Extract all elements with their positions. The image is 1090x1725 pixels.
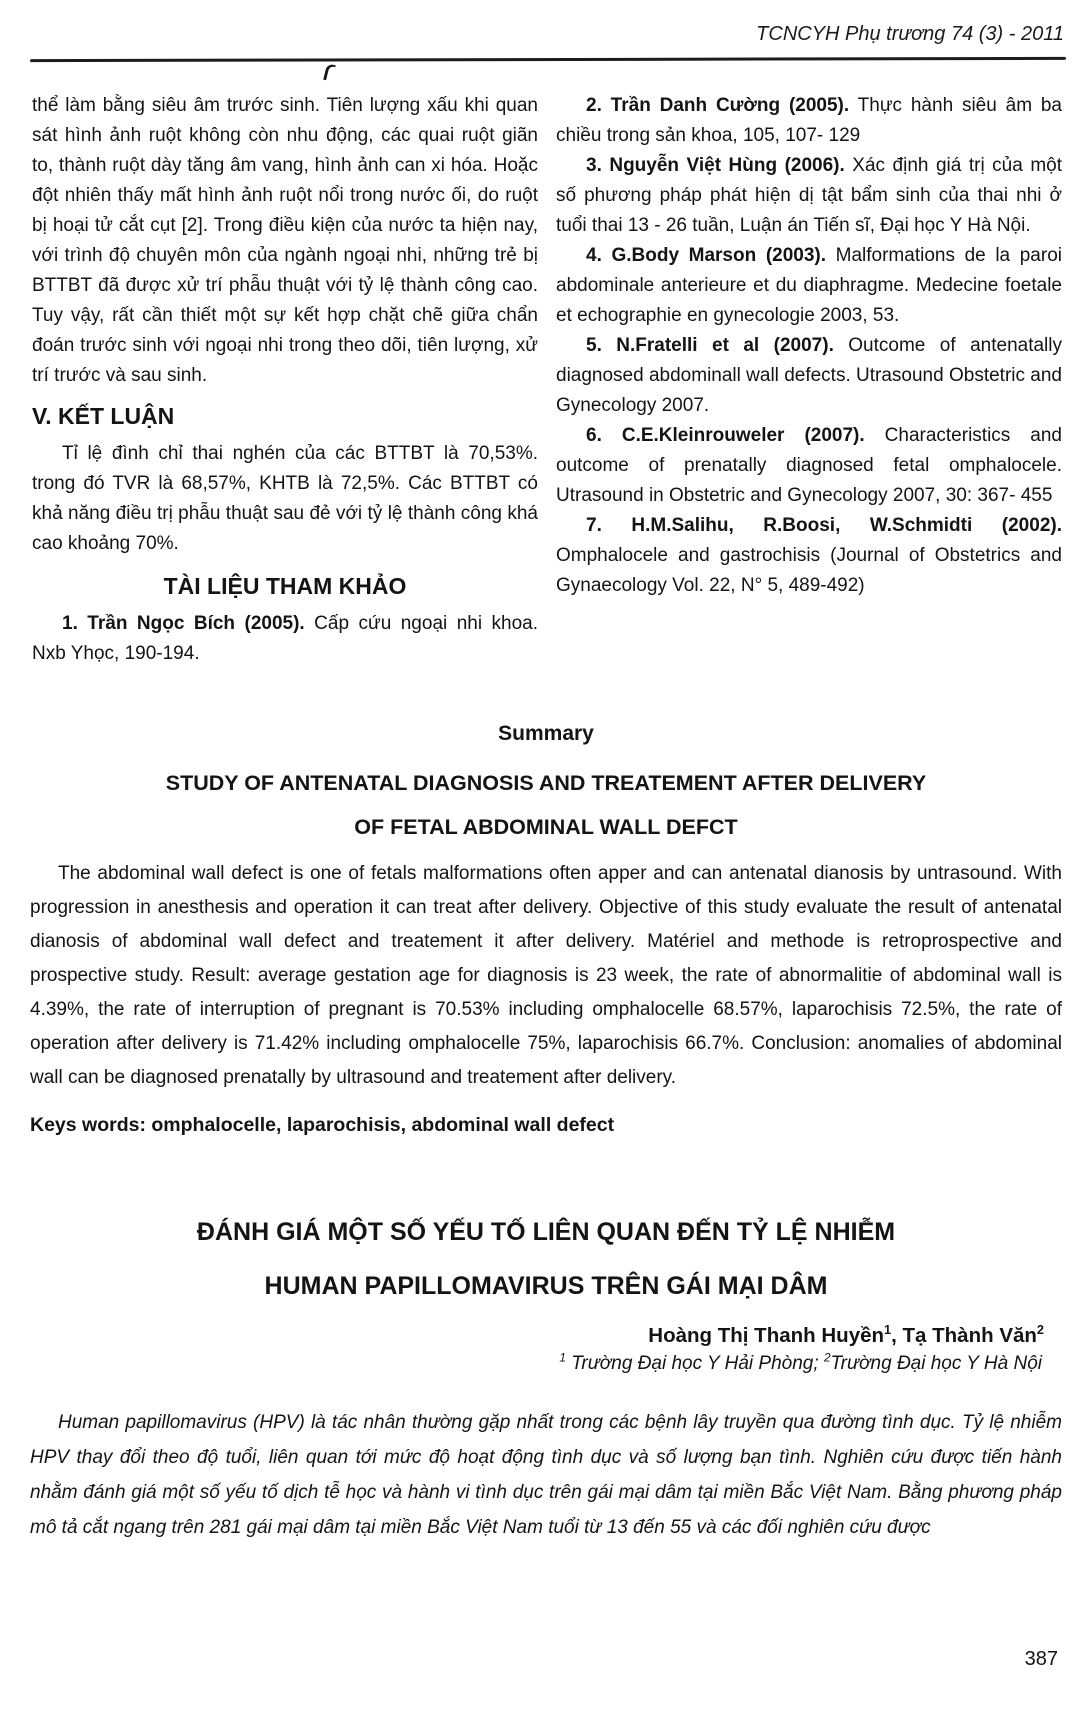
summary-title-line-2: OF FETAL ABDOMINAL WALL DEFCT xyxy=(354,815,738,839)
ink-smudge-mark xyxy=(323,63,336,82)
summary-body-paragraph: The abdominal wall defect is one of fetals malformations often apper and can antenatal dianosis by untrasound. With progression in anesthesis and operation it can treat after delivery. Objective of this study evaluate the result of antenatal dianosis of abdominal wall defect and treatement it after delivery. Matériel and methode is retroprospective and prospective study. Result: average gestation age for diagnosis is 23 week, the rate of abnormalitie of abdominal wall is 4.39%, the rate of interruption of pregnant is 70.53% including omphalocelle 68.57%, laparochisis 72.5%, the rate of operation after delivery is 71.42% including omphalocelle 75%, laparochisis 66.7%. Conclusion: anomalies of abdominal wall can be diagnosed prenatally by ultrasound and treatement after delivery. xyxy=(30,863,1062,1088)
reference-text: Omphalocele and gastrochisis (Journal of Obstetrics and Gynaecology Vol. 22, N° 5, 489-492) xyxy=(556,545,1062,596)
author-superscript: 2 xyxy=(1036,1322,1044,1338)
affiliations-line xyxy=(30,1351,1062,1377)
body-paragraph: thể làm bằng siêu âm trước sinh. Tiên lượng xấu khi quan sát hình ảnh ruột không còn nhu động, các quai ruột giãn to, thành ruột dày tăng âm vang, hình ảnh can xi hóa. Hoặc đột nhiên thấy mất hình ảnh ruột nổi trong nước ối, do ruột bị hoại tử cắt cụt [2]. Trong điều kiện của nước ta hiện nay, với trình độ chuyên môn của ngành ngoại nhi, những trẻ bị BTTBT đã được xử trí phẫu thuật với tỷ lệ thành công cao. Tuy vậy, rất cần thiết một sự kết hợp chặt chẽ giữa chẩn đoán trước sinh với ngoại nhi trong theo dõi, tiên lượng, xử trí trước và sau sinh. xyxy=(32,95,538,386)
reference-text: Characteristics and outcome of prenatally diagnosed fetal omphalocele. Utrasound in Obstetric and Gynecology 2007, 30: 367- 455 xyxy=(556,425,1063,506)
reference-label: 3. Nguyễn Việt Hùng (2006). xyxy=(586,155,845,176)
references-heading: TÀI LIỆU THAM KHẢO xyxy=(163,573,407,599)
abstract-paragraph: Human papillomavirus (HPV) là tác nhân thường gặp nhất trong các bệnh lây truyền qua đường tình dục. Tỷ lệ nhiễm HPV thay đổi theo độ tuổi, liên quan tới mức độ hoạt động tình dục và số lượng bạn tình. Nghiên cứu được tiến hành nhằm đánh giá một số yếu tố dịch tễ học và hành vi tình dục trên gái mại dâm tại miền Bắc Việt Nam. Bằng phương pháp mô tả cắt ngang trên 281 gái mại dâm tại miền Bắc Việt Nam tuổi từ 13 đến 55 và các đối nghiên cứu được xyxy=(30,1412,1062,1538)
reference-text: Thực hành siêu âm ba chiều trong sản khoa, 105, 107- 129 xyxy=(556,95,1062,146)
summary-title xyxy=(30,761,1062,849)
author-name: Hoàng Thị Thanh Huyền xyxy=(648,1324,885,1347)
reference-text: Cấp cứu ngoại nhi khoa. Nxb Yhọc, 190-194. xyxy=(32,613,538,664)
reference-item xyxy=(556,421,1062,511)
reference-item xyxy=(556,91,1062,151)
reference-label: 2. Trần Danh Cường (2005). xyxy=(586,95,850,116)
reference-item xyxy=(556,241,1062,331)
author-name: Tạ Thành Văn xyxy=(902,1324,1037,1347)
header-divider-rule xyxy=(30,57,1066,62)
reference-text: Xác định giá trị của một số phương pháp phát hiện dị tật bẩm sinh của thai nhi ở tuổi thai 13 - 26 tuần, Luận án Tiến sĩ, Đại học Y Hà Nội. xyxy=(556,155,1062,236)
reference-label: 6. C.E.Kleinrouweler (2007). xyxy=(586,425,865,446)
journal-page xyxy=(0,22,1090,1725)
reference-text: Outcome of antenatally diagnosed abdominall wall defects. Utrasound Obstetric and Gynecology 2007. xyxy=(556,335,1062,416)
authors-line xyxy=(30,1323,1062,1349)
journal-header-line: TCNCYH Phụ trương 74 (3) - 2011 xyxy=(756,23,1064,45)
reference-item xyxy=(556,331,1062,421)
reference-label: 1. Trần Ngọc Bích (2005). xyxy=(62,613,305,634)
summary-title-line-1: STUDY OF ANTENATAL DIAGNOSIS AND TREATEMENT AFTER DELIVERY xyxy=(165,771,927,795)
summary-heading: Summary xyxy=(498,722,594,745)
affiliation-superscript: 2 xyxy=(823,1351,831,1365)
keywords-line: Keys words: omphalocelle, laparochisis, abdominal wall defect xyxy=(30,1114,615,1136)
right-column xyxy=(556,91,1062,669)
affiliation-superscript: 1 xyxy=(559,1351,566,1365)
next-article-section xyxy=(30,1205,1062,1545)
conclusion-paragraph: Tỉ lệ đình chỉ thai nghén của các BTTBT là 70,53%. trong đó TVR là 68,57%, KHTB là 72,5%. Các BTTBT có khả năng điều trị phẫu thuật sau đẻ với tỷ lệ thành công khá cao khoảng 70%. xyxy=(32,443,538,554)
page-number: 387 xyxy=(1024,1648,1058,1670)
summary-section xyxy=(30,721,1062,1137)
article-title-line-2: HUMAN PAPILLOMAVIRUS TRÊN GÁI MẠI DÂM xyxy=(264,1272,828,1300)
conclusion-heading: V. KẾT LUẬN xyxy=(32,403,175,429)
affiliation-text: Trường Đại học Y Hà Nội xyxy=(830,1353,1042,1374)
reference-text: Malformations de la paroi abdominale anterieure et du diaphragme. Medecine foetale et echographie en gynecologie 2003, 53. xyxy=(556,245,1062,326)
reference-item xyxy=(556,511,1062,601)
reference-label: 7. H.M.Salihu, R.Boosi, W.Schmidti (2002). xyxy=(586,515,1062,536)
reference-label: 4. G.Body Marson (2003). xyxy=(586,245,827,266)
article-title-line-1: ĐÁNH GIÁ MỘT SỐ YẾU TỐ LIÊN QUAN ĐẾN TỶ LỆ NHIỄM xyxy=(196,1218,896,1246)
author-superscript: 1 xyxy=(884,1322,892,1338)
left-column xyxy=(32,91,538,669)
reference-item xyxy=(556,151,1062,241)
author-separator: , xyxy=(891,1324,903,1347)
article-title xyxy=(30,1205,1062,1313)
reference-label: 5. N.Fratelli et al (2007). xyxy=(586,335,834,356)
affiliation-text: Trường Đại học Y Hải Phòng; xyxy=(565,1353,824,1374)
two-column-body xyxy=(32,91,1062,669)
reference-item xyxy=(32,609,538,669)
